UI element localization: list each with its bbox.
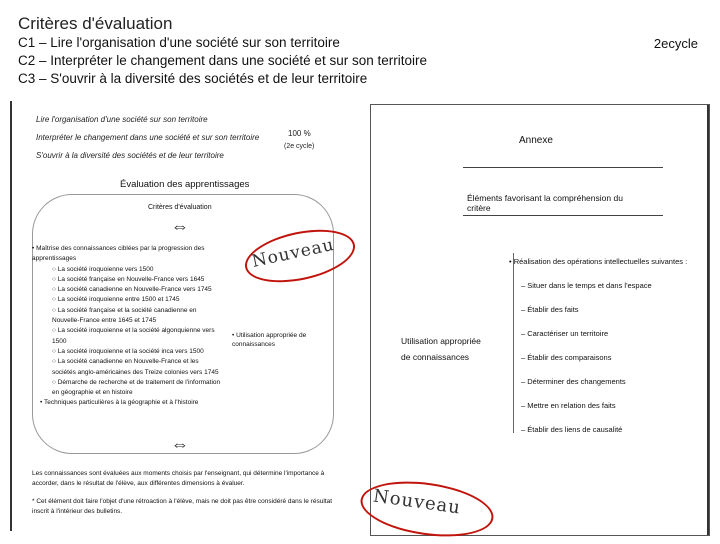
footer-note-1: Les connaissances sont évaluées aux moments choisis par l'enseignant, qui détermine l'importance à accorder, dans le résultat de l'élève, aux différentes dimensions à évaluer.	[32, 470, 325, 487]
list-item: – Établir des liens de causalité	[521, 425, 623, 434]
document-edge	[10, 101, 12, 531]
list-item: ○ Démarche de recherche et de traitement de l'information en géographie et en histoire	[52, 378, 221, 397]
knowledge-list	[32, 244, 222, 409]
double-arrow-icon: ⇔	[171, 216, 189, 236]
double-arrow-icon-bottom: ⇔	[171, 434, 189, 454]
intro-line-2: Interpréter le changement dans une société et sur son territoire	[36, 133, 260, 142]
stamp-label: Nouveau	[250, 234, 337, 272]
annex-title: Annexe	[519, 135, 553, 146]
percent-label: 100 %	[288, 129, 311, 138]
criteria-title: Critères d'évaluation	[148, 204, 212, 211]
column-divider	[513, 253, 514, 433]
footer-note-2: * Cet élément doit faire l'objet d'une rétroaction à l'élève, mais ne doit pas être considéré dans le résultat inscrit à l'intérieur des bulletins.	[32, 498, 333, 515]
list-item: • Techniques particulières à la géographie et à l'histoire	[40, 399, 199, 407]
stamp-label: Nouveau	[371, 485, 463, 519]
list-item: ○ La société iroquoienne vers 1500	[52, 265, 154, 273]
criterion-c2: C2 – Interpréter le changement dans une société et sur son territoire	[18, 53, 427, 68]
list-item: – Situer dans le temps et dans l'espace	[521, 281, 652, 290]
side-bullet: • Utilisation appropriée de connaissances	[232, 332, 307, 348]
list-item: ○ La société française et la société canadienne en Nouvelle-France entre 1645 et 1745	[52, 306, 197, 325]
main-bullet: • Maîtrise des connaissances ciblées par la progression des apprentissages	[32, 245, 205, 263]
list-item: ○ La société canadienne en Nouvelle-France et les sociétés anglo-américaines des Treize colonies vers 1745	[52, 358, 219, 376]
list-item: ○ La société française en Nouvelle-France vers 1645	[52, 275, 205, 283]
slide-header	[18, 14, 427, 88]
operations-list	[521, 281, 652, 449]
operations-title: • Réalisation des opérations intellectuelles suivantes :	[509, 257, 688, 266]
annex-left-label: Utilisation appropriée de connaissances	[401, 336, 481, 362]
divider	[463, 167, 663, 168]
cycle-label: 2ecycle	[653, 36, 698, 51]
percent-note: (2e cycle)	[284, 143, 315, 150]
criterion-c3: C3 – S'ouvrir à la diversité des sociétés et de leur territoire	[18, 71, 368, 86]
list-item: ○ La société iroquoienne et la société algonquienne vers 1500	[52, 327, 215, 345]
intro-line-1: Lire l'organisation d'une société sur son territoire	[36, 115, 208, 124]
intro-line-3: S'ouvrir à la diversité des sociétés et de leur territoire	[36, 151, 224, 160]
list-item: ○ La société canadienne en Nouvelle-France vers 1745	[52, 286, 212, 294]
criterion-c1: C1 – Lire l'organisation d'une société sur son territoire	[18, 35, 340, 50]
list-item: ○ La société iroquoienne entre 1500 et 1745	[52, 296, 180, 304]
list-item: – Établir des faits	[521, 305, 579, 314]
list-item: – Déterminer des changements	[521, 377, 626, 386]
annex-document	[370, 104, 710, 536]
evaluation-document	[10, 101, 350, 531]
annex-subtitle: Éléments favorisant la compréhension du critère	[467, 193, 623, 213]
evaluation-title: Évaluation des apprentissages	[120, 179, 250, 190]
list-item: ○ La société iroquoienne et la société inca vers 1500	[52, 347, 204, 355]
list-item: – Établir des comparaisons	[521, 353, 612, 362]
list-item: – Mettre en relation des faits	[521, 401, 616, 410]
document-edge	[707, 105, 709, 535]
divider	[463, 215, 663, 216]
list-item: – Caractériser un territoire	[521, 329, 609, 338]
document-footer	[32, 469, 342, 517]
slide-title: Critères d'évaluation	[18, 14, 173, 33]
